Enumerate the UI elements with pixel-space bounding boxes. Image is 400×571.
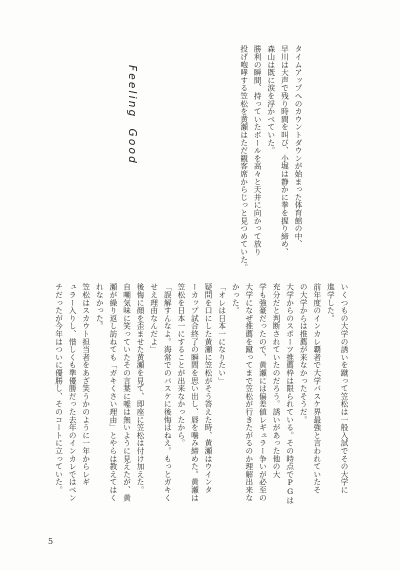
text-line: せえ理由なんだよ」 — [149, 283, 159, 354]
text-line: 「オレは日本一になりたい」 — [217, 283, 227, 385]
text-line: かった。 — [231, 283, 241, 315]
text-line: 森山は既に涙を浮かべていた。 — [266, 45, 276, 155]
text-line: 後悔に顔を歪ませた黄瀬を見て、即座に笠松は付け加えた。 — [136, 283, 146, 494]
text-line: 疑問を口にした黄瀬に笠松がそう答えた時、黄瀬はウインタ — [204, 283, 214, 494]
text-line: いくつもの大学の誘いを蹴って笠松は一般入試でその大学に — [340, 283, 349, 494]
text-line: チだったが今年はついに優勝し、そのコートに立っていた。 — [54, 283, 64, 494]
text-line: れなかった。 — [95, 283, 105, 330]
opening-passage — [237, 45, 305, 285]
text-line: 充分だと判断されていたのだろう。誘いがあった他の大 — [272, 283, 282, 478]
text-line: 進学した。 — [326, 283, 336, 322]
text-line: 大学からのスポーツ推薦枠は限られている。その時点でPGは — [285, 283, 295, 505]
page-number: 5 — [48, 537, 54, 546]
text-line: 勝利の瞬間、持っていたボールを高々と天井に向かって放り — [253, 45, 263, 256]
text-line: 笠松を日本一にすることが出来なかったから。 — [176, 283, 186, 447]
chapter-title-word: Feeling — [126, 65, 138, 119]
text-line: 瀬が繰り返し訪ねても「ガキくさい理由」とやらは教えてはく — [108, 283, 118, 502]
chapter-title-word: Good — [126, 128, 138, 165]
text-line: タイムアップへのカウントダウンが始まった体育館の中、 — [294, 45, 303, 248]
text-line: 早川は大声で残り時間を叫び、小堀は静かに拳を握り締め、 — [280, 45, 290, 256]
text-line: 「誤解すんなよ。海常でのバスケに後悔はねえ。もっとガキく — [163, 283, 173, 502]
text-line: 大学になぜ推薦を蹴ってまで笠松が行きたがるのか理解出来な — [244, 283, 254, 502]
text-line: ュラー入りし、惜しくも準優勝だった去年のインカレではベン — [68, 283, 78, 502]
chapter-title — [126, 65, 138, 165]
text-line: 学も強豪だったので、黄瀬には偏差値レギュラー争いが必至の — [258, 283, 268, 502]
text-line: ーカップ試合終了の瞬間を思い出し、唇を噛み締めた。黄瀬は — [190, 283, 200, 502]
main-passage — [52, 283, 351, 523]
text-line: 自嘲気味に笑っていたその言葉に嘘は無いように見えたが、黄 — [122, 283, 132, 502]
text-line: の大学からは推薦が来なかったそうだ。 — [299, 283, 309, 424]
text-line: 投げ咆哮する笠松を黄瀬はただ観客席からじっと見つめていた。 — [239, 45, 249, 272]
text-line: 笠松はスカウト担当者をあざ笑うかのように一年からレギ — [81, 283, 91, 486]
text-line: 前年度のインカレ覇者で大学バスケ界最強と言われていたそ — [312, 283, 322, 494]
